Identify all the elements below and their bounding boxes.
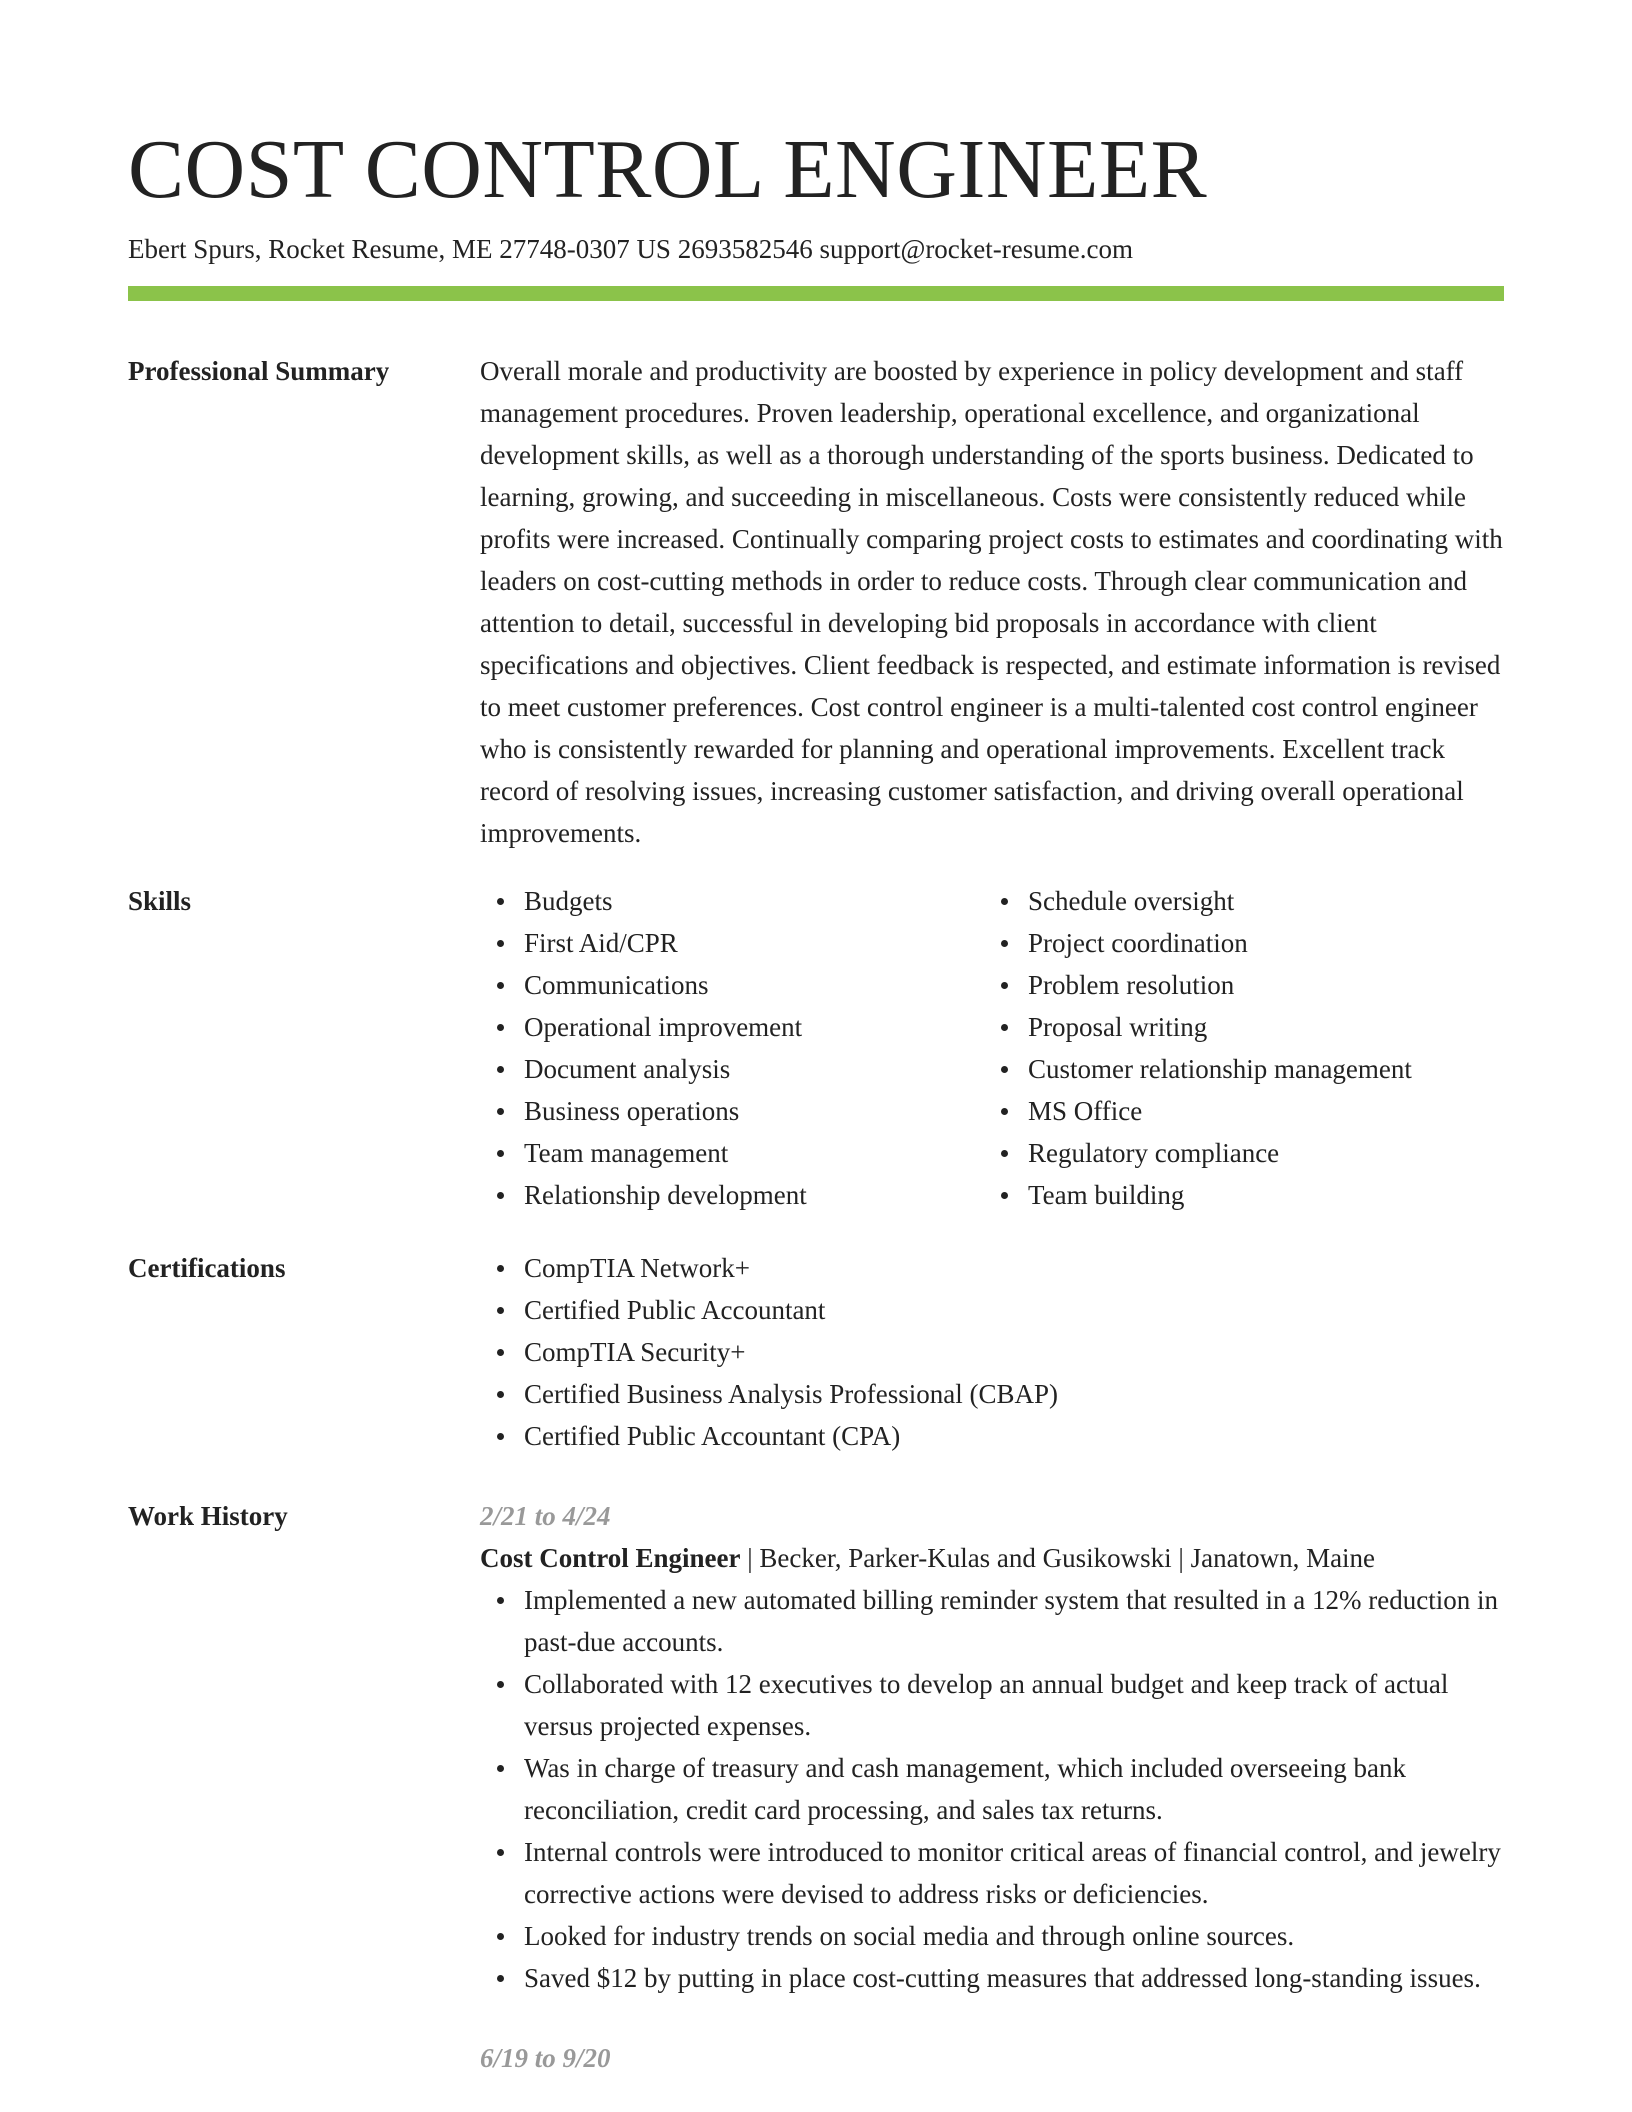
summary-heading: Professional Summary: [128, 356, 390, 386]
certifications-heading: Certifications: [128, 1253, 286, 1283]
certifications-body: [480, 1247, 1504, 1457]
skill-item: Problem resolution: [1028, 964, 1488, 1006]
skill-item: Proposal writing: [1028, 1006, 1488, 1048]
resume-title: COST CONTROL ENGINEER: [128, 123, 1208, 216]
job-title: Cost Control Engineer: [480, 1543, 741, 1573]
job-bullet: Collaborated with 12 executives to develop an annual budget and keep track of actual versus projected expenses.: [524, 1663, 1504, 1747]
work-history-body: [480, 1495, 1504, 2079]
skill-item: Customer relationship management: [1028, 1048, 1488, 1090]
skill-item: Communications: [524, 964, 984, 1006]
skill-item: MS Office: [1028, 1090, 1488, 1132]
skills-body: [480, 880, 1504, 1216]
job-employer-location: | Becker, Parker-Kulas and Gusikowski | Janatown, Maine: [740, 1543, 1376, 1573]
job-bullets: [480, 1579, 1504, 1999]
skill-item: Project coordination: [1028, 922, 1488, 964]
skills-column-right: [984, 880, 1488, 1216]
skill-item: Team building: [1028, 1174, 1488, 1216]
skill-item: Budgets: [524, 880, 984, 922]
certification-item: Certified Public Accountant: [524, 1289, 1504, 1331]
job-bullet: Was in charge of treasury and cash management, which included overseeing bank reconciliation, credit card processing, and sales tax returns.: [524, 1747, 1504, 1831]
skills-grid: [480, 880, 1504, 1216]
skill-item: Regulatory compliance: [1028, 1132, 1488, 1174]
accent-divider: [128, 286, 1504, 301]
skills-heading: Skills: [128, 886, 192, 916]
certification-item: Certified Business Analysis Professional (CBAP): [524, 1373, 1504, 1415]
skill-item: Relationship development: [524, 1174, 984, 1216]
job-bullet: Implemented a new automated billing reminder system that resulted in a 12% reduction in past-due accounts.: [524, 1579, 1504, 1663]
skill-item: Operational improvement: [524, 1006, 984, 1048]
certification-item: CompTIA Network+: [524, 1247, 1504, 1289]
skill-item: Schedule oversight: [1028, 880, 1488, 922]
certification-item: CompTIA Security+: [524, 1331, 1504, 1373]
summary-text: Overall morale and productivity are boosted by experience in policy development and staff management procedures. Proven leadership, operational excellence, and organizational development skills, as well as a thorough understanding of the sports business. Dedicated to learning, growing, and succeeding in miscellaneous. Costs were consistently reduced while profits were increased. Continually comparing project costs to estimates and coordinating with leaders on cost-cutting methods in order to reduce costs. Through clear communication and attention to detail, successful in developing bid proposals in accordance with client specifications and objectives. Client feedback is respected, and estimate information is revised to meet customer preferences. Cost control engineer is a multi-talented cost control engineer who is consistently rewarded for planning and operational improvements. Excellent track record of resolving issues, increasing customer satisfaction, and driving overall operational improvements.: [480, 356, 1503, 848]
skill-item: Document analysis: [524, 1048, 984, 1090]
job-bullet: Internal controls were introduced to monitor critical areas of financial control, and jewelry corrective actions were devised to address risks or deficiencies.: [524, 1831, 1504, 1915]
job-bullet: Saved $12 by putting in place cost-cutting measures that addressed long-standing issues.: [524, 1957, 1504, 1999]
job-date: 2/21 to 4/24: [480, 1501, 611, 1531]
summary-body: [480, 350, 1504, 854]
skill-item: Team management: [524, 1132, 984, 1174]
certification-item: Certified Public Accountant (CPA): [524, 1415, 1504, 1457]
job-bullet: Looked for industry trends on social media and through online sources.: [524, 1915, 1504, 1957]
work-history-heading: Work History: [128, 1501, 288, 1531]
skill-item: First Aid/CPR: [524, 922, 984, 964]
job-entry: [480, 1495, 1504, 1999]
contact-line: Ebert Spurs, Rocket Resume, ME 27748-0307 US 2693582546 support@rocket-resume.com: [128, 234, 1133, 264]
job-heading: [480, 1537, 1504, 1579]
job-entry: [480, 2037, 1504, 2079]
skills-column-left: [480, 880, 984, 1216]
skill-item: Business operations: [524, 1090, 984, 1132]
job-date: 6/19 to 9/20: [480, 2043, 611, 2073]
